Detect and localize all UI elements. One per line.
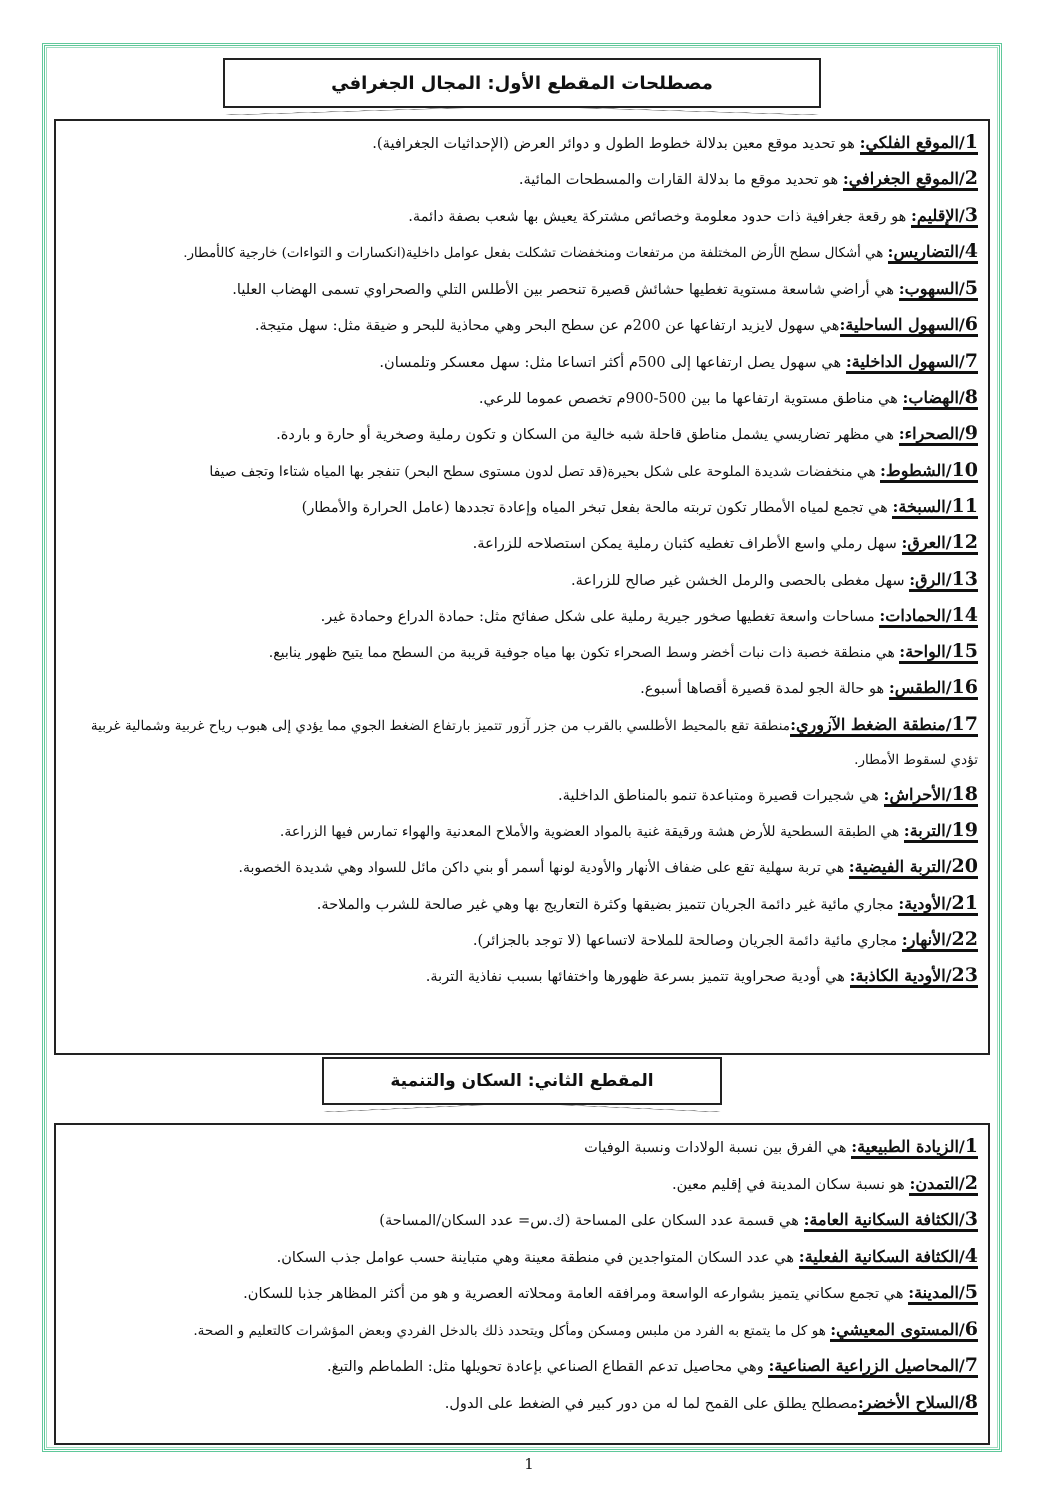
term-definition: هو تحديد موقع معين بدلالة خطوط الطول و دوائر العرض (الإحداثيات الجغرافية). bbox=[372, 135, 860, 152]
section-1-title-box bbox=[223, 58, 821, 108]
term-item bbox=[62, 125, 978, 161]
term-title: /الأحراش: bbox=[883, 784, 952, 804]
term-heading bbox=[850, 966, 978, 988]
term-title: /الكثافة السكانية الفعلية: bbox=[798, 1246, 965, 1266]
term-item bbox=[62, 525, 978, 561]
term-item bbox=[62, 1385, 978, 1422]
term-item bbox=[62, 161, 978, 197]
term-title: /الواحة: bbox=[899, 642, 952, 662]
term-definition: مجاري مائية غير دائمة الجريان تتميز بضيقها وكثرة التعاريج بها وهي غير صالحة للشرب والملاحة. bbox=[316, 895, 899, 913]
term-item bbox=[62, 922, 978, 958]
term-heading bbox=[909, 567, 978, 592]
section-2-title-box bbox=[322, 1057, 722, 1105]
term-title: /الزيادة الطبيعية: bbox=[851, 1137, 965, 1156]
term-number: 19 bbox=[951, 819, 978, 842]
term-number: 23 bbox=[951, 964, 978, 987]
term-definition: هو كل ما يتمتع به الفرد من ملبس ومسكن ومأكل ويتحدد ذلك بالدخل الفردي وبعض المؤشرات كالتعليم و الصحة. bbox=[193, 1322, 831, 1339]
section-1-terms bbox=[54, 119, 990, 1055]
term-title: /السلاح الأخضر: bbox=[857, 1392, 965, 1412]
term-title: /الصحراء: bbox=[898, 424, 965, 444]
term-title: /منطقة الضغط الآزوري: bbox=[790, 714, 952, 734]
term-title: /الهضاب: bbox=[902, 388, 965, 408]
term-heading bbox=[899, 424, 978, 446]
term-title: /السهول الساحلية: bbox=[839, 315, 965, 335]
term-heading bbox=[790, 712, 978, 737]
term-number: 7 bbox=[964, 349, 978, 372]
term-definition: هي سهول يصل ارتفاعها إلى 500م أكثر اتساعا مثل: سهل معسكر وتلمسان. bbox=[379, 353, 846, 371]
term-number: 3 bbox=[964, 203, 978, 226]
term-heading bbox=[911, 203, 978, 228]
term-number: 3 bbox=[964, 1208, 978, 1230]
term-heading bbox=[889, 678, 978, 700]
term-number: 2 bbox=[964, 167, 978, 190]
term-item bbox=[62, 1275, 978, 1312]
term-heading bbox=[879, 603, 978, 628]
term-number: 6 bbox=[964, 1317, 978, 1340]
term-title: /الشطوط: bbox=[880, 460, 952, 480]
term-definition: هي تربة سهلية تقع على ضفاف الأنهار والأودية لونها أسمر أو بني داكن مائل للسواد وهي شديدة الخصوبة. bbox=[238, 860, 849, 877]
term-definition: مجاري مائية دائمة الجريان وصالحة للملاحة لاتساعها (لا توجد بالجزائر). bbox=[472, 931, 902, 949]
term-heading bbox=[845, 349, 978, 374]
term-definition: سهل مغطى بالحصى والرمل الخشن غير صالح للزراعة. bbox=[571, 571, 910, 589]
term-title: /الأودية: bbox=[898, 893, 952, 913]
term-number: 5 bbox=[964, 277, 978, 300]
term-number: 11 bbox=[951, 494, 978, 517]
term-number: 12 bbox=[951, 531, 978, 554]
term-item bbox=[62, 198, 978, 234]
section-2-title: المقطع الثاني: السكان والتنمية bbox=[390, 1071, 654, 1091]
term-number: 15 bbox=[951, 640, 978, 663]
term-definition: هو نسبة سكان المدينة في إقليم معين. bbox=[671, 1175, 910, 1193]
term-number: 6 bbox=[964, 313, 978, 336]
term-definition: هي قسمة عدد السكان على المساحة (ك.س= عدد السكان/المساحة) bbox=[379, 1212, 804, 1229]
term-definition: هي تجمع سكاني يتميز بشوارعه الواسعة ومرافقه العامة ومحلاته العصرية و هو من أكثر المظاهر جذبا للسكان. bbox=[243, 1285, 909, 1302]
term-number: 7 bbox=[964, 1354, 978, 1376]
term-title: /الرق: bbox=[909, 569, 952, 589]
term-item bbox=[62, 489, 978, 525]
term-definition: هو حالة الجو لمدة قصيرة أقصاها أسبوع. bbox=[640, 680, 889, 698]
term-heading bbox=[830, 1317, 978, 1342]
term-heading bbox=[880, 458, 978, 483]
term-title: /السبخة: bbox=[892, 496, 952, 516]
term-heading bbox=[892, 494, 978, 519]
term-item bbox=[62, 670, 978, 706]
term-item bbox=[62, 234, 978, 271]
term-heading bbox=[902, 533, 978, 555]
term-title: /الأنهار: bbox=[901, 929, 952, 949]
term-item bbox=[62, 886, 978, 922]
term-definition: مساحات واسعة تغطيها صخور جيرية رملية على شكل صفائح مثل: حمادة الدراع وحمادة غير. bbox=[320, 607, 880, 625]
term-item bbox=[62, 1312, 978, 1349]
term-number: 21 bbox=[951, 891, 978, 914]
term-heading bbox=[840, 315, 978, 337]
term-item bbox=[62, 1348, 978, 1385]
term-number: 17 bbox=[951, 712, 978, 735]
term-heading bbox=[857, 1390, 978, 1415]
term-heading bbox=[908, 1283, 978, 1305]
term-number: 9 bbox=[964, 422, 978, 445]
term-title: /العرق: bbox=[901, 533, 952, 553]
section-2-terms bbox=[54, 1123, 990, 1445]
term-title: /التضاريس: bbox=[887, 241, 965, 261]
term-title: /المحاصيل الزراعية الصناعية: bbox=[768, 1356, 965, 1375]
term-definition: هي منخفضات شديدة الملوحة على شكل بحيرة(قد تصل لدون مستوى سطح البحر) تنفجر بها المياه شتاءا وتجف صيفا bbox=[209, 463, 881, 480]
term-definition: هي أودية صحراوية تتميز بسرعة ظهورها واختفائها بسبب نفاذية التربة. bbox=[425, 968, 850, 986]
term-definition: هي الطبقة السطحية للأرض هشة ورقيقة غنية بالمواد العضوية والأملاح المعدنية والهواء تمارس فيها الزراعة. bbox=[279, 824, 904, 841]
term-item bbox=[62, 813, 978, 849]
term-item bbox=[62, 707, 978, 777]
term-heading bbox=[798, 1244, 978, 1269]
page-number: 1 bbox=[524, 1455, 534, 1473]
term-heading bbox=[898, 891, 978, 916]
term-item bbox=[62, 416, 978, 452]
term-definition: هي منطقة خصبة ذات نبات أخضر وسط الصحراء تكون بها مياه جوفية قريبة من السطح مما يتيح ظهور ينابيع. bbox=[268, 645, 900, 662]
term-definition: منطقة تقع بالمحيط الأطلسي بالقرب من جزر آزور تتميز بارتفاع الضغط الجوي مما يؤدي إلى هبوب رياح غربية وشمالية غربية تؤدي لسقوط الأمطار. bbox=[90, 717, 978, 768]
term-item bbox=[62, 849, 978, 885]
term-heading bbox=[843, 169, 978, 191]
term-heading bbox=[768, 1356, 978, 1378]
term-title: /الموقع الفلكي: bbox=[859, 133, 965, 152]
term-title: /المستوى المعيشي: bbox=[830, 1319, 965, 1339]
term-number: 2 bbox=[964, 1171, 978, 1194]
term-definition: هي أشكال سطح الأرض المختلفة من مرتفعات ومنخفضات تشكلت بفعل عوامل داخلية(انكسارات و التواءات) خارجية كالأمطار. bbox=[183, 245, 888, 261]
term-number: 13 bbox=[951, 567, 978, 590]
term-title: /التمدن: bbox=[909, 1173, 965, 1193]
term-item bbox=[62, 562, 978, 598]
term-definition: هو رقعة جغرافية ذات حدود معلومة وخصائص مشتركة يعيش بها شعب بصفة دائمة. bbox=[408, 207, 912, 225]
term-heading bbox=[860, 133, 978, 155]
term-title: /التربة: bbox=[903, 821, 952, 841]
term-definition: هي أراضي شاسعة مستوية تغطيها حشائش قصيرة تنحصر بين الأطلس التلي والصحراوي تسمى الهضاب العليا. bbox=[232, 281, 899, 299]
term-heading bbox=[804, 1210, 978, 1232]
term-heading bbox=[903, 388, 979, 410]
term-definition: هي مناطق مستوية ارتفاعها ما بين 500-900م تخصص عموما للرعي. bbox=[478, 390, 903, 408]
term-heading bbox=[899, 642, 978, 664]
term-item bbox=[62, 271, 978, 307]
term-item bbox=[62, 777, 978, 813]
term-heading bbox=[883, 782, 978, 807]
section-1-title: مصطلحات المقطع الأول: المجال الجغرافي bbox=[331, 72, 713, 94]
term-definition: هي الفرق بين نسبة الولادات ونسبة الوفيات bbox=[584, 1139, 852, 1156]
term-item bbox=[62, 1129, 978, 1166]
term-title: /التربة الفيضية: bbox=[848, 857, 952, 877]
term-number: 10 bbox=[951, 458, 978, 481]
term-item bbox=[62, 380, 978, 416]
term-definition: هي عدد السكان المتواجدين في منطقة معينة وهي متباينة حسب عوامل جذب السكان. bbox=[276, 1248, 799, 1266]
term-title: /الطقس: bbox=[888, 678, 952, 698]
term-number: 5 bbox=[964, 1281, 978, 1303]
term-definition: وهي محاصيل تدعم القطاع الصناعي بإعادة تحويلها مثل: الطماطم والتبغ. bbox=[327, 1358, 769, 1375]
term-item bbox=[62, 1166, 978, 1203]
term-item bbox=[62, 453, 978, 489]
term-item bbox=[62, 598, 978, 634]
term-number: 4 bbox=[964, 1244, 978, 1267]
term-number: 8 bbox=[964, 386, 978, 409]
term-number: 1 bbox=[964, 1135, 978, 1157]
term-title: /الأودية الكاذبة: bbox=[849, 966, 952, 986]
term-title: /الإقليم: bbox=[911, 205, 965, 225]
term-definition: هو تحديد موقع ما بدلالة القارات والمسطحات المائية. bbox=[518, 171, 843, 189]
term-item bbox=[62, 634, 978, 670]
term-title: /المدينة: bbox=[908, 1283, 965, 1302]
term-title: /السهوب: bbox=[898, 279, 965, 299]
term-heading bbox=[851, 1137, 978, 1159]
term-item bbox=[62, 344, 978, 380]
term-heading bbox=[887, 239, 978, 264]
term-definition: سهل رملي واسع الأطراف تغطيه كثبان رملية يمكن استصلاحه للزراعة. bbox=[472, 535, 902, 553]
term-title: /الموقع الجغرافي: bbox=[842, 169, 965, 189]
term-definition: هي تجمع لمياه الأمطار تكون تربته مالحة بفعل تبخر المياه وإعادة تجددها (عامل الحرارة والأمطار) bbox=[301, 498, 893, 516]
term-definition: هي مظهر تضاريسي يشمل مناطق قاحلة شبه خالية من السكان و تكون رملية وصخرية أو حارة و باردة. bbox=[276, 426, 899, 444]
term-title: /السهول الداخلية: bbox=[845, 351, 965, 371]
term-number: 4 bbox=[964, 239, 978, 262]
term-number: 14 bbox=[951, 603, 978, 626]
term-number: 22 bbox=[951, 927, 978, 950]
term-definition: هي شجيرات قصيرة ومتباعدة تنمو بالمناطق الداخلية. bbox=[558, 786, 884, 804]
term-number: 16 bbox=[951, 676, 978, 699]
term-number: 18 bbox=[951, 782, 978, 805]
term-heading bbox=[904, 821, 978, 843]
term-number: 1 bbox=[964, 131, 978, 153]
term-title: /الحمادات: bbox=[879, 605, 952, 625]
term-number: 8 bbox=[964, 1390, 978, 1413]
term-item bbox=[62, 1202, 978, 1239]
term-title: /الكثافة السكانية العامة: bbox=[803, 1210, 965, 1229]
term-heading bbox=[909, 1171, 978, 1196]
term-item bbox=[62, 307, 978, 343]
page-frame bbox=[42, 43, 1002, 1452]
term-item bbox=[62, 1239, 978, 1276]
term-definition: مصطلح يطلق على القمح لما له من دور كبير في الضغط على الدول. bbox=[444, 1394, 858, 1412]
term-definition: هي سهول لايزيد ارتفاعها عن 200م عن سطح البحر وهي محاذية للبحر و ضيقة مثل: سهل متيجة. bbox=[254, 317, 840, 335]
term-item bbox=[62, 958, 978, 994]
term-heading bbox=[901, 927, 978, 952]
term-heading bbox=[899, 279, 978, 301]
term-number: 20 bbox=[951, 855, 978, 878]
term-heading bbox=[849, 857, 978, 879]
